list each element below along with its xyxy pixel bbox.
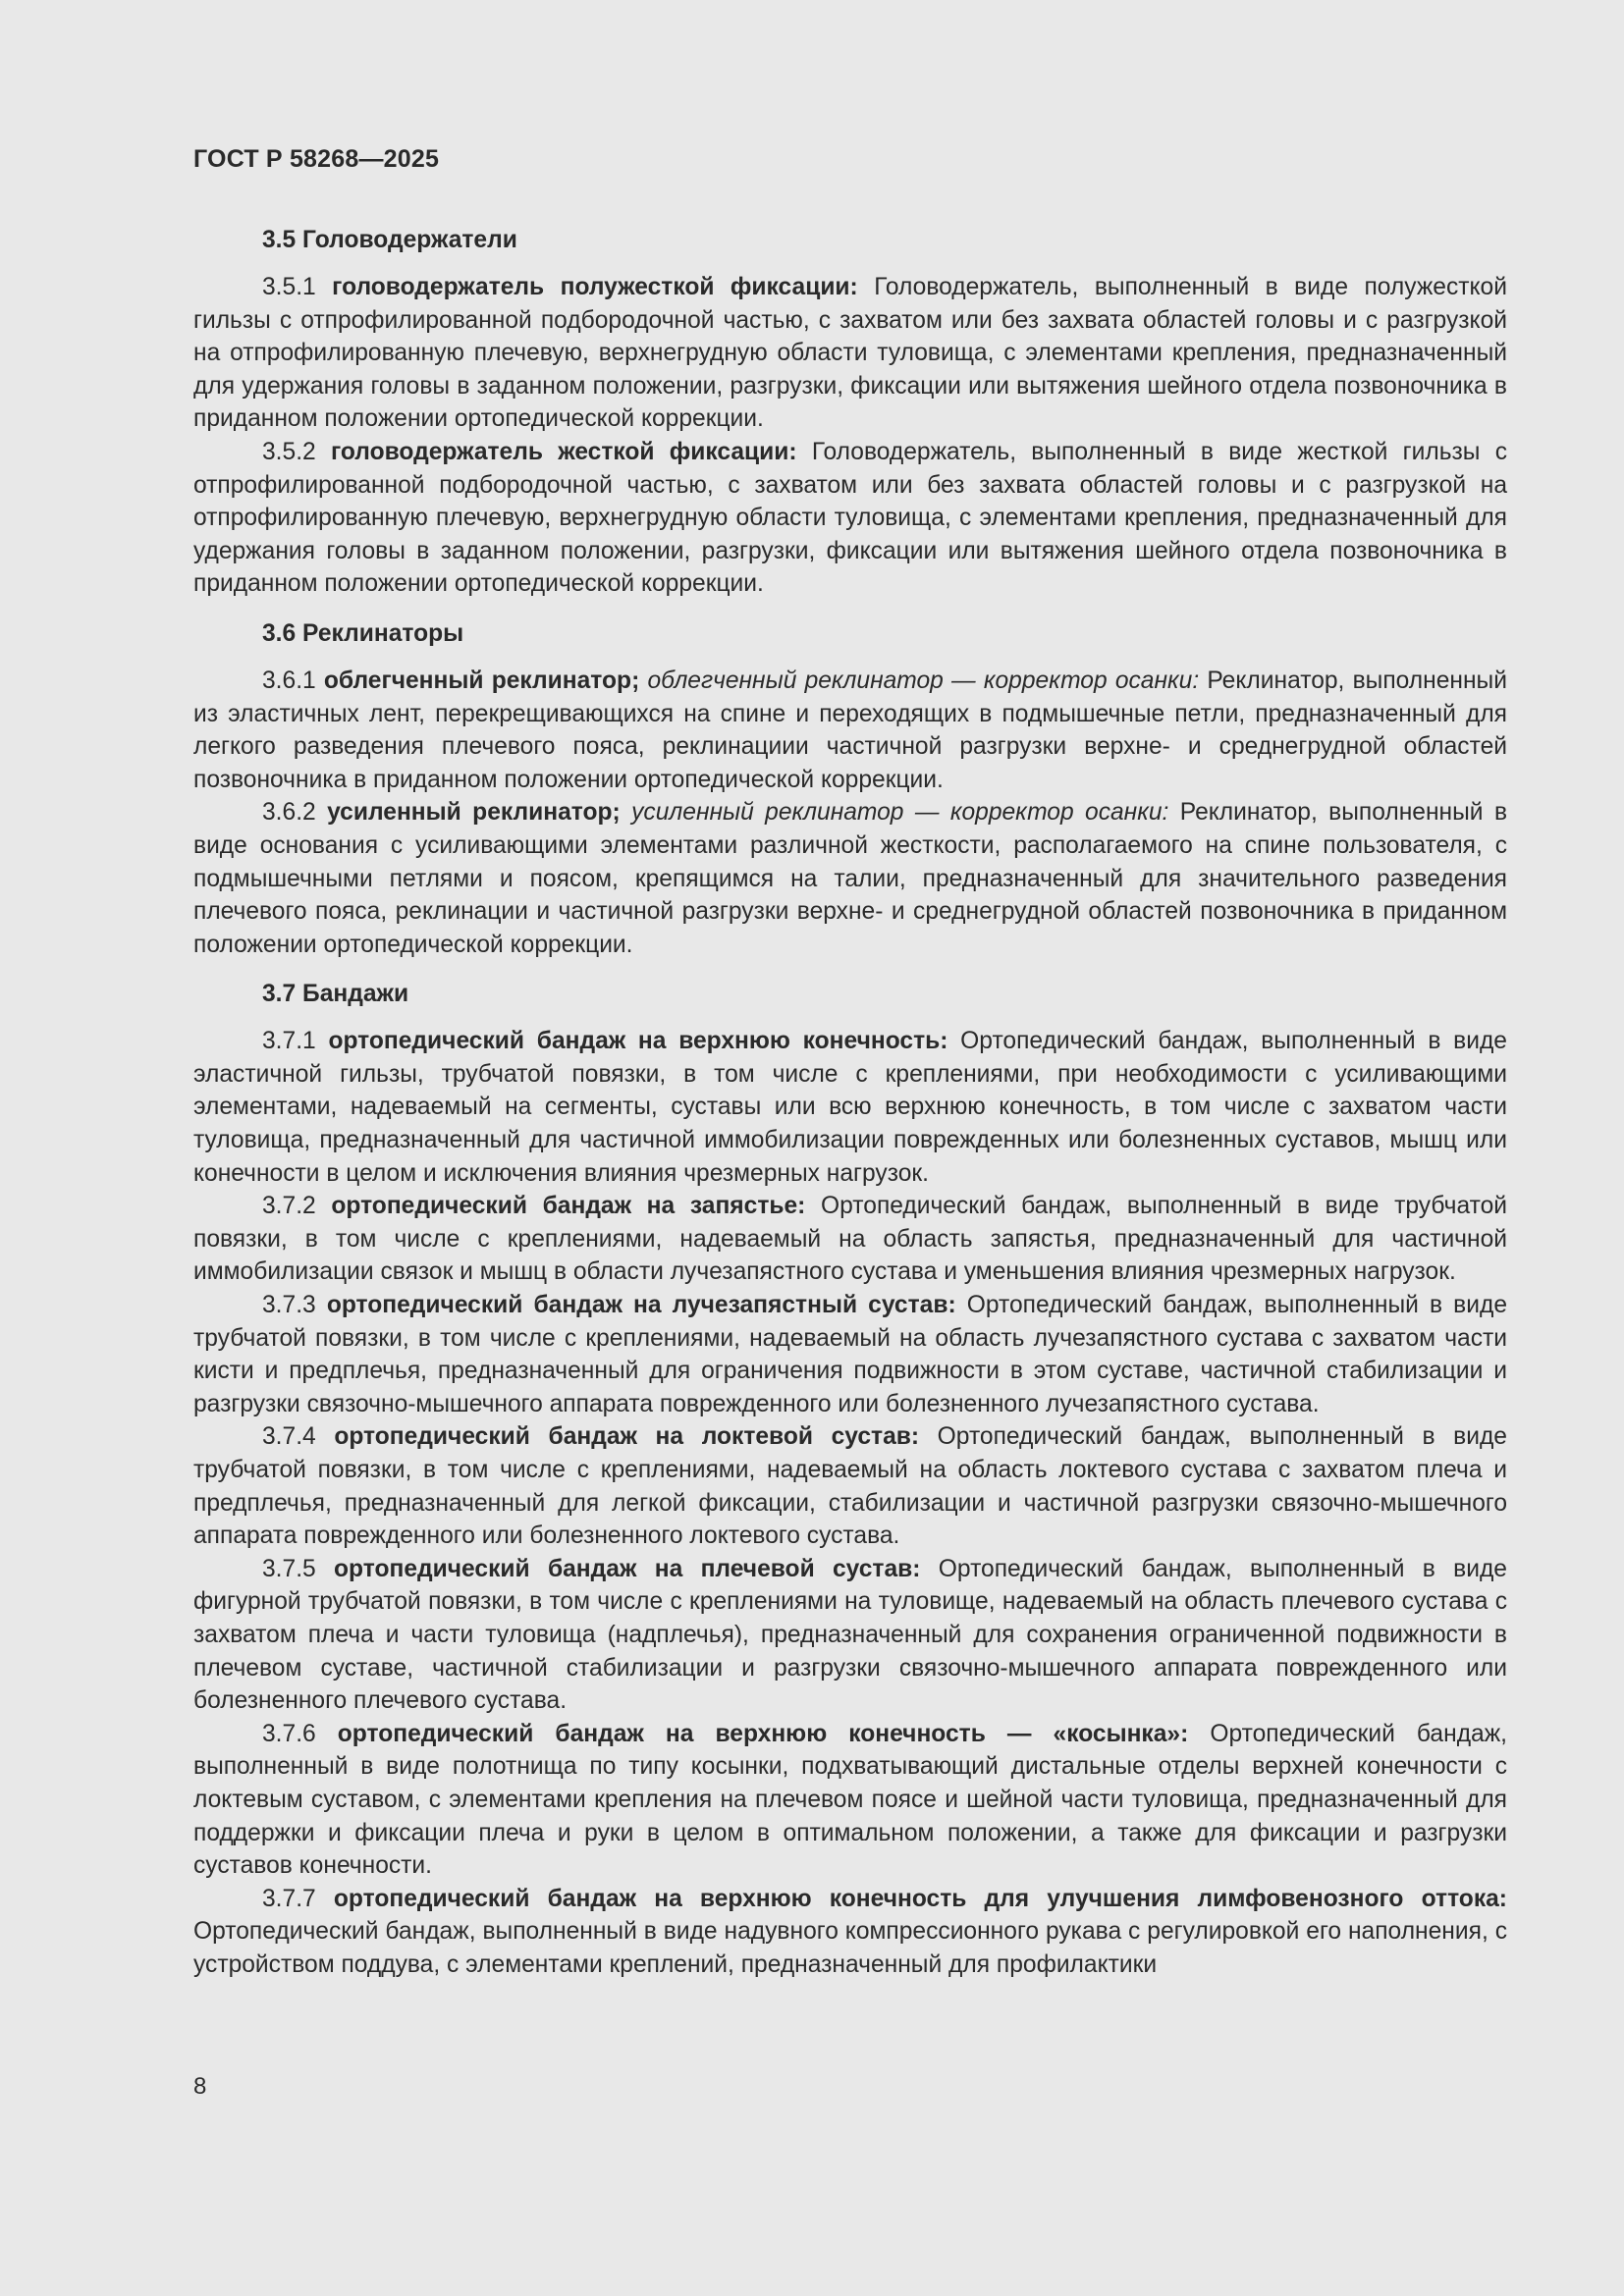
term-name: ортопедический бандаж на верхнюю конечность — «косынка»: <box>337 1720 1189 1747</box>
term-name: ортопедический бандаж на локтевой сустав: <box>334 1423 920 1451</box>
clause-number: 3.7.3 <box>262 1292 316 1319</box>
definition-text: Ортопедический бандаж, выполненный в виде трубчатой повязки, в том числе с креплениями, надеваемый на область запястья, предназначенный для частичной иммобилизации связок и мышц в области лучезапястного сустава и уменьшения влияния чрезмерных нагрузок. <box>193 1193 1507 1286</box>
clause-number: 3.6.1 <box>262 667 316 694</box>
term-name: ортопедический бандаж на плечевой сустав: <box>334 1555 921 1582</box>
definition-text: Головодержатель, выполненный в виде жесткой гильзы с отпрофилированной подбородочной частью, с захватом или без захвата областей головы и с разгрузкой на отпрофилированную плечевую, верхнегрудную области туловища, с элементами крепления, предназначенный для удержания головы в заданном положении, разгрузки, фиксации или вытяжения шейного отдела позвоночника в приданном положении ортопедической коррекции. <box>193 438 1507 598</box>
definition-text: Ортопедический бандаж, выполненный в виде фигурной трубчатой повязки, в том числе с креплениями на туловище, надеваемый на область плечевого сустава с захватом плеча и части туловища (надплечья), предназначенный для сохранения ограниченной подвижности в плечевом суставе, частичной стабилизации и разгрузки связочно-мышечного аппарата поврежденного или болезненного плечевого сустава. <box>193 1555 1507 1715</box>
term-definition <box>193 1420 1507 1552</box>
definition-text: Ортопедический бандаж, выполненный в виде трубчатой повязки, в том числе с креплениями, надеваемый на область локтевого сустава с захватом плеча и предплечья, предназначенный для легкой фиксации, стабилизации и частичной разгрузки связочно-мышечного аппарата поврежденного или болезненного локтевого сустава. <box>193 1423 1507 1550</box>
clause-number: 3.7.2 <box>262 1193 316 1220</box>
term-definition <box>193 271 1507 436</box>
definition-text: Реклинатор, выполненный в виде основания с усиливающими элементами различной жесткости, располагаемого на спине пользователя, с подмышечными петлями и поясом, крепящимся на талии, предназначенный для значительного разведения плечевого пояса, реклинации и частичной разгрузки верхне- и среднегрудной областей позвоночника в приданном положении ортопедической коррекции. <box>193 799 1508 958</box>
document-body <box>193 224 1507 1982</box>
alt-term-spacer <box>621 799 631 826</box>
term-name: головодержатель полужесткой фиксации: <box>332 274 858 300</box>
definition-text: Реклинатор, выполненный из эластичных лент, перекрещивающихся на спине и переходящих в подмышечные петли, предназначенный для легкого разведения плечевого пояса, реклинациии частичной разгрузки верхне- и среднегрудной областей позвоночника в приданном положении ортопедической коррекции. <box>193 667 1507 793</box>
section-spacer <box>193 961 1507 978</box>
term-definition <box>193 1289 1507 1420</box>
term-name: облегченный реклинатор; <box>323 667 640 694</box>
clause-number: 3.5.2 <box>262 438 316 465</box>
clause-number: 3.5.1 <box>262 274 316 300</box>
term-name: усиленный реклинатор; <box>327 799 621 827</box>
clause-number: 3.6.2 <box>262 799 316 827</box>
term-definition <box>193 665 1507 796</box>
term-definition <box>193 436 1507 601</box>
definition-text: Ортопедический бандаж, выполненный в виде полотнища по типу косынки, подхватывающий дистальные отделы верхней конечности с локтевым суставом, с элементами крепления на плечевом поясе и шейной части туловища, предназначенный для поддержки и фиксации плеча и руки в целом в оптимальном положении, а также для фиксации и разгрузки суставов конечности. <box>193 1720 1508 1880</box>
term-name: ортопедический бандаж на запястье: <box>331 1193 806 1220</box>
section-heading: 3.5 Головодержатели <box>262 227 517 253</box>
clause-number: 3.7.5 <box>262 1555 316 1582</box>
clause-number: 3.7.4 <box>262 1423 316 1451</box>
definition-text: Ортопедический бандаж, выполненный в виде трубчатой повязки, в том числе с креплениями, надеваемый на область лучезапястного сустава с захватом части кисти и предплечья, предназначенный для ограничения подвижности в этом суставе, частичной стабилизации и разгрузки связочно-мышечного аппарата поврежденного или болезненного лучезапястного сустава. <box>193 1292 1508 1417</box>
term-definition <box>193 1025 1507 1190</box>
term-name: ортопедический бандаж на верхнюю конечность: <box>328 1028 948 1055</box>
clause-number: 3.7.1 <box>262 1028 316 1055</box>
clause-number: 3.7.6 <box>262 1720 316 1747</box>
page-number: 8 <box>193 2073 207 2100</box>
alternative-term: усиленный реклинатор — корректор осанки: <box>631 799 1169 827</box>
term-definition <box>193 1883 1507 1982</box>
term-definition <box>193 1553 1507 1718</box>
term-definition <box>193 1718 1507 1883</box>
definition-text: Ортопедический бандаж, выполненный в виде надувного компрессионного рукава с регулировкой его наполнения, с устройством поддува, с элементами креплений, предназначенный для профилактики <box>193 1918 1507 1978</box>
section-spacer <box>193 601 1507 617</box>
clause-number: 3.7.7 <box>262 1885 316 1912</box>
definition-text: Головодержатель, выполненный в виде полужесткой гильзы с отпрофилированной подбородочной частью, с захватом или без захвата областей головы и с разгрузкой на отпрофилированную плечевую, верхнегрудную области туловища, с элементами крепления, предназначенный для удержания головы в заданном положении, разгрузки, фиксации или вытяжения шейного отдела позвоночника в приданном положении ортопедической коррекции. <box>193 274 1507 433</box>
term-definition <box>193 796 1507 961</box>
term-name: ортопедический бандаж на верхнюю конечность для улучшения лимфовенозного оттока: <box>333 1885 1507 1912</box>
section-heading: 3.6 Реклинаторы <box>262 619 464 647</box>
term-name: головодержатель жесткой фиксации: <box>330 438 797 465</box>
term-definition <box>193 1190 1507 1289</box>
section-heading: 3.7 Бандажи <box>262 981 409 1008</box>
alternative-term: облегченный реклинатор — корректор осанки: <box>647 667 1200 694</box>
term-name: ортопедический бандаж на лучезапястный сустав: <box>326 1292 956 1319</box>
definition-text: Ортопедический бандаж, выполненный в виде эластичной гильзы, трубчатой повязки, в том числе с креплениями, при необходимости с усиливающими элементами, надеваемый на сегменты, суставы или всю верхнюю конечность, в том числе с захватом части туловища, предназначенный для частичной иммобилизации поврежденных или болезненных суставов, мышц или конечности в целом и исключения влияния чрезмерных нагрузок. <box>193 1028 1507 1187</box>
document-code: ГОСТ Р 58268—2025 <box>193 145 440 173</box>
